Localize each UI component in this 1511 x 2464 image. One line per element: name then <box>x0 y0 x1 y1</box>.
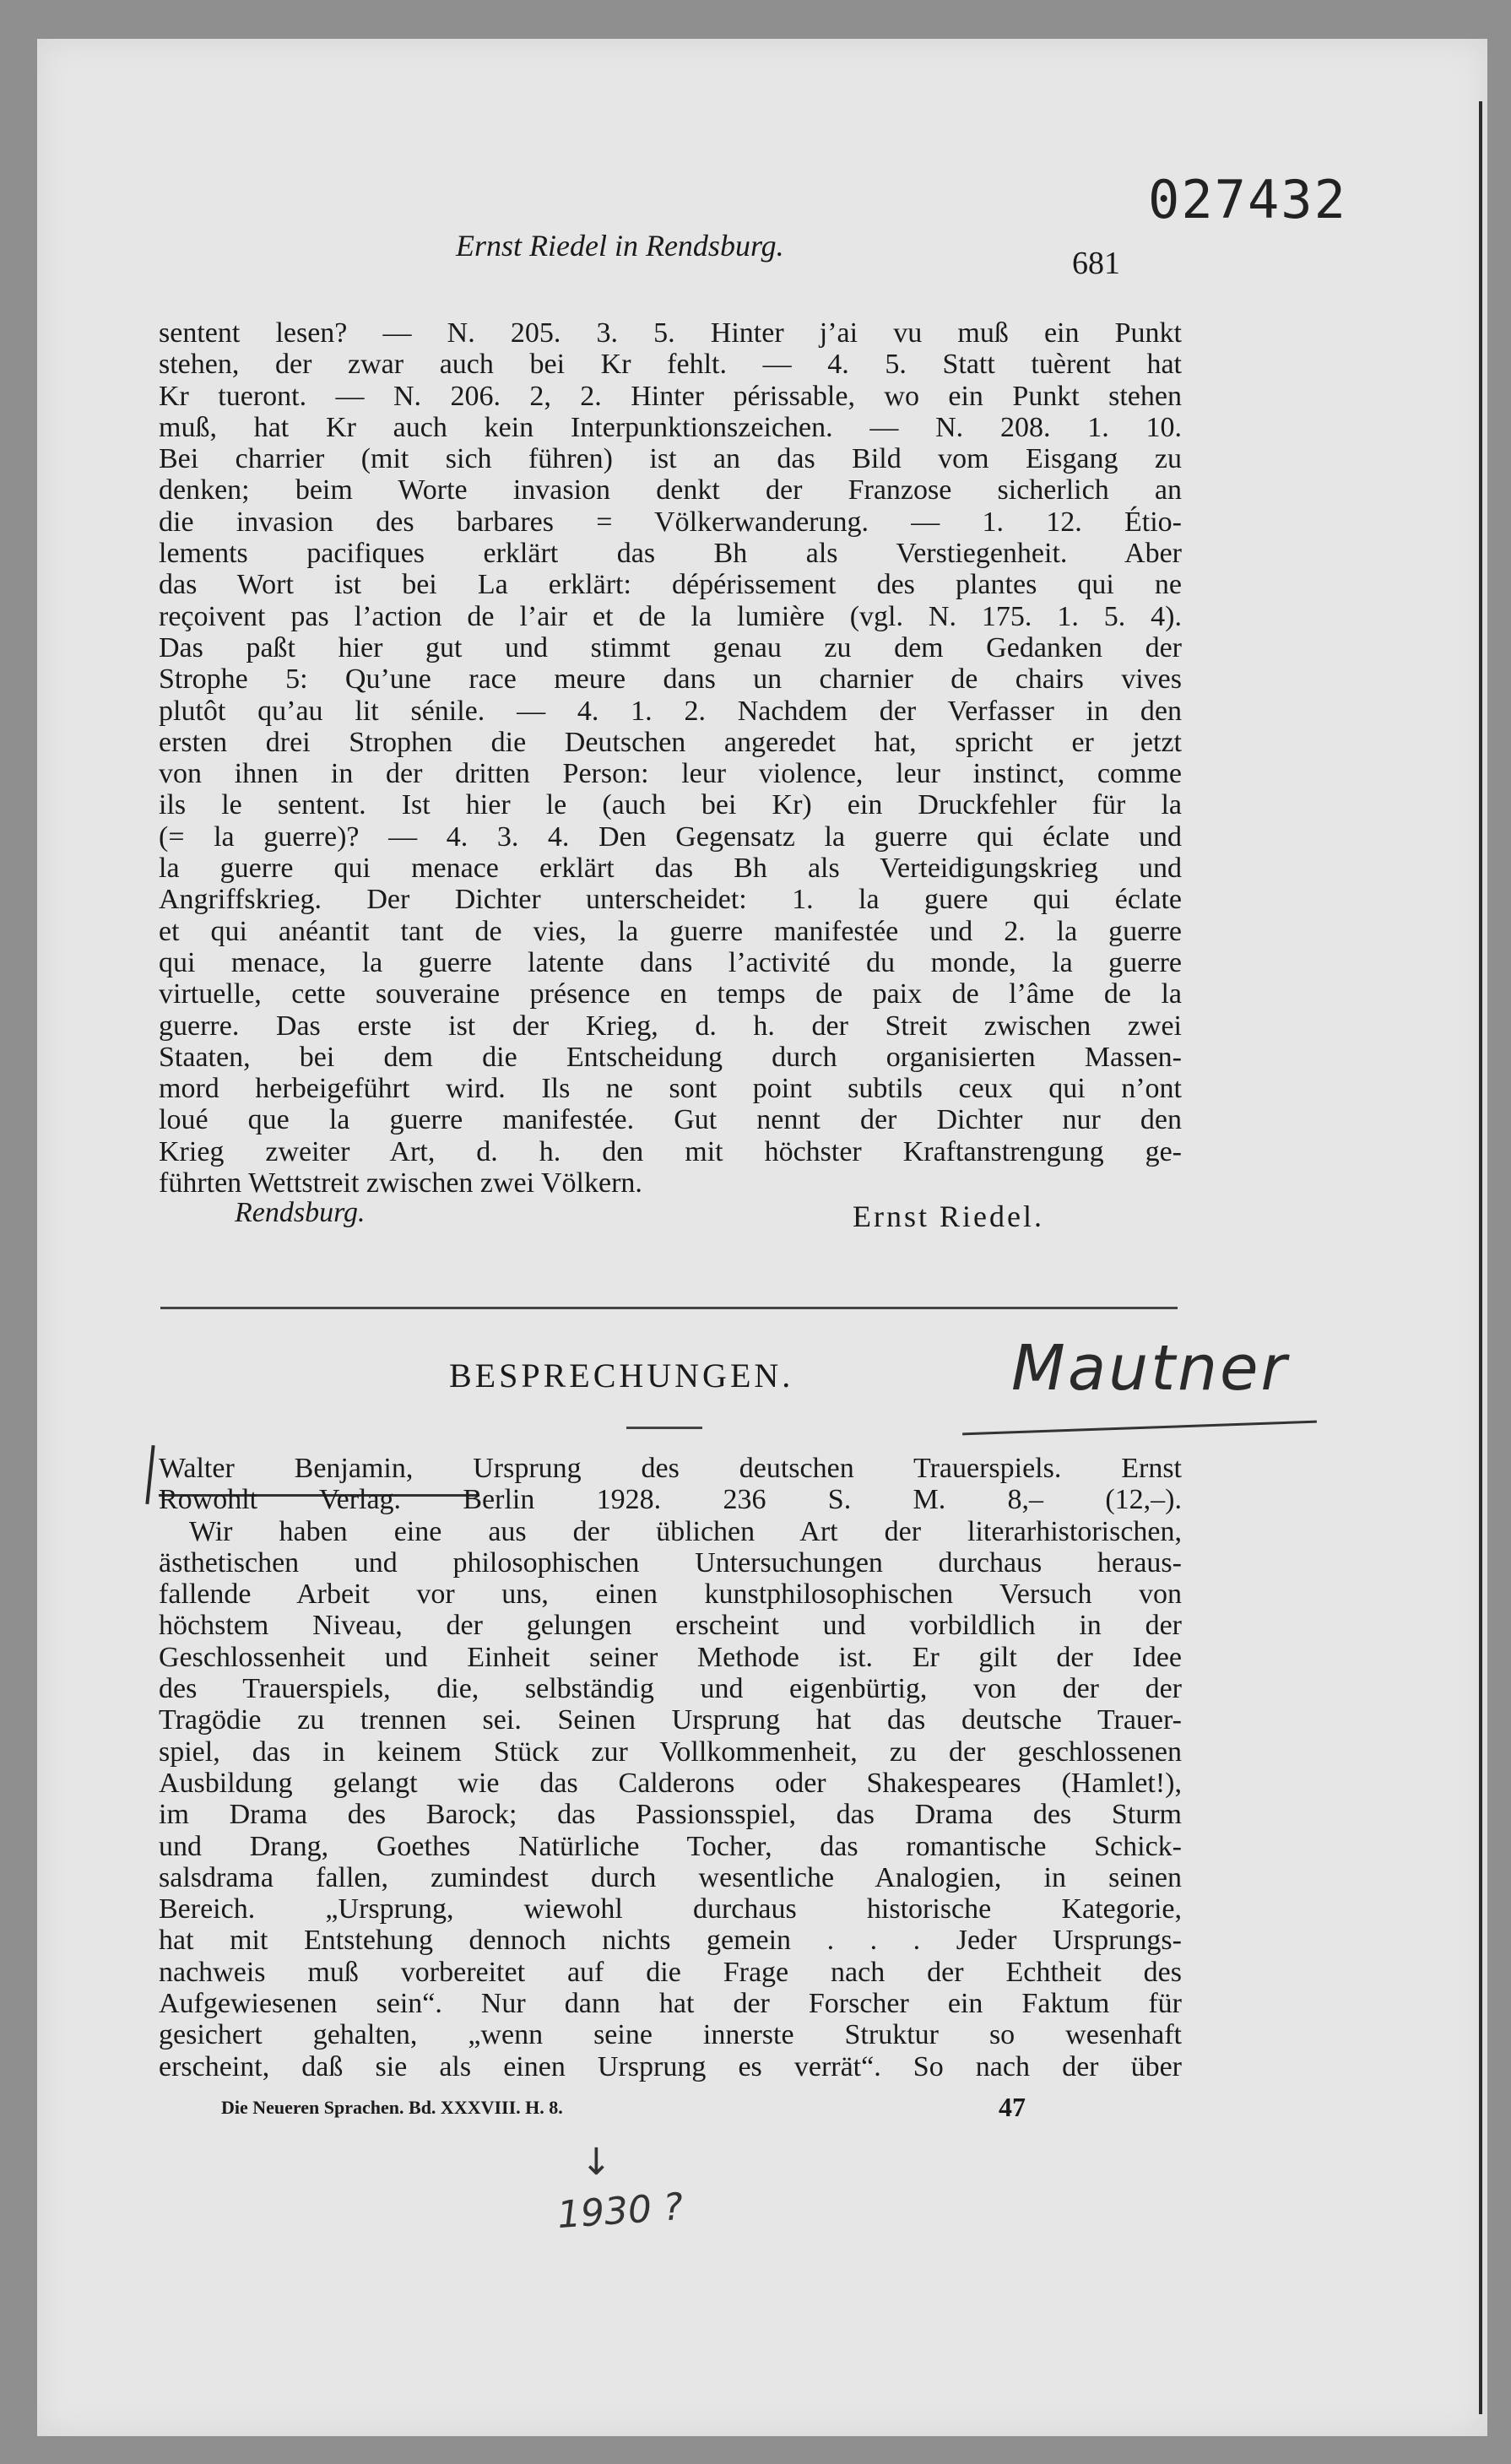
text-line: Aufgewiesenen sein“. Nur dann hat der Forscher ein Faktum für <box>159 1988 1182 2020</box>
text-line: das Wort ist bei La erklärt: dépérissement des plantes qui ne <box>159 569 1182 601</box>
text-line: des Trauerspiels, die, selbständig und eigenbürtig, von der der <box>159 1673 1182 1705</box>
text-line: im Drama des Barock; das Passionsspiel, das Drama des Sturm <box>159 1799 1182 1831</box>
text-line: Staaten, bei dem die Entscheidung durch organisierten Massen- <box>159 1041 1182 1073</box>
text-line: Angriffskrieg. Der Dichter unterscheidet: 1. la guere qui éclate <box>159 884 1182 916</box>
review-body <box>159 1453 1182 2082</box>
handwritten-year: 1930 ? <box>555 2185 685 2238</box>
text-line: loué que la guerre manifestée. Gut nennt der Dichter nur den <box>159 1104 1182 1136</box>
text-line: lements pacifiques erklärt das Bh als Verstiegenheit. Aber <box>159 538 1182 570</box>
text-line: Krieg zweiter Art, d. h. den mit höchster Kraftanstrengung ge- <box>159 1135 1182 1167</box>
text-line: Wir haben eine aus der üblichen Art der literarhistorischen, <box>189 1515 1182 1547</box>
text-line: von ihnen in der dritten Person: leur violence, leur instinct, comme <box>159 758 1182 790</box>
signature-place: Rendsburg. <box>235 1197 366 1228</box>
section-divider <box>160 1307 1178 1309</box>
text-line: plutôt qu’au lit sénile. — 4. 1. 2. Nachdem der Verfasser in den <box>159 695 1182 727</box>
text-line: gesichert gehalten, „wenn seine innerste Struktur so wesenhaft <box>159 2019 1182 2051</box>
signature-author: Ernst Riedel. <box>853 1200 1044 1233</box>
text-line: guerre. Das erste ist der Krieg, d. h. der Streit zwischen zwei <box>159 1010 1182 1042</box>
text-line: reçoivent pas l’action de l’air et de la lumière (vgl. N. 175. 1. 5. 4). <box>159 600 1182 632</box>
text-line: erscheint, daß sie als einen Ursprung es verrät“. So nach der über <box>159 2050 1182 2082</box>
text-line: denken; beim Worte invasion denkt der Franzose sicherlich an <box>159 474 1182 506</box>
footer-journal: Die Neueren Sprachen. Bd. XXXVIII. H. 8. <box>221 2097 563 2118</box>
footer-page-number: 47 <box>999 2092 1026 2122</box>
text-line: Das paßt hier gut und stimmt genau zu dem Gedanken der <box>159 631 1182 663</box>
text-line: Bei charrier (mit sich führen) ist an das Bild vom Eisgang zu <box>159 443 1182 475</box>
text-line: Ausbildung gelangt wie das Calderons oder Shakespeares (Hamlet!), <box>159 1767 1182 1799</box>
review-citation-line: Rowohlt Verlag. Berlin 1928. 236 S. M. 8,– (12,–). <box>159 1484 1182 1516</box>
text-line: führten Wettstreit zwischen zwei Völkern. <box>159 1167 642 1200</box>
running-head: Ernst Riedel in Rendsburg. <box>456 229 784 263</box>
text-line: Tragödie zu trennen sei. Seinen Ursprung hat das deutsche Trauer- <box>159 1704 1182 1736</box>
handwritten-arrow: ↓ <box>581 2141 612 2184</box>
text-line: fallende Arbeit vor uns, einen kunstphilosophischen Versuch von <box>159 1579 1182 1611</box>
text-line: hat mit Entstehung dennoch nichts gemein . . . Jeder Ursprungs- <box>159 1925 1182 1957</box>
text-line: die invasion des barbares = Völkerwanderung. — 1. 12. Étio- <box>159 506 1182 538</box>
handwritten-annotation: Mautner <box>1011 1332 1289 1405</box>
page-number-top: 681 <box>1072 246 1120 281</box>
text-line: nachweis muß vorbereitet auf die Frage nach der Echtheit des <box>159 1956 1182 1988</box>
review-citation-line: Walter Benjamin, Ursprung des deutschen Trauerspiels. Ernst <box>159 1453 1182 1484</box>
article-body <box>159 317 1182 1199</box>
text-line: ersten drei Strophen die Deutschen angeredet hat, spricht er jetzt <box>159 726 1182 758</box>
text-line: spiel, das in keinem Stück zur Vollkommenheit, zu der geschlossenen <box>159 1736 1182 1768</box>
text-line: mord herbeigeführt wird. Ils ne sont point subtils ceux qui n’ont <box>159 1073 1182 1105</box>
text-line: virtuelle, cette souveraine présence en temps de paix de l’âme de la <box>159 978 1182 1010</box>
text-line: qui menace, la guerre latente dans l’activité du monde, la guerre <box>159 946 1182 978</box>
text-line: Geschlossenheit und Einheit seiner Methode ist. Er gilt der Idee <box>159 1641 1182 1673</box>
text-line: ästhetischen und philosophischen Untersuchungen durchaus heraus- <box>159 1546 1182 1579</box>
text-line: Bereich. „Ursprung, wiewohl durchaus historische Kategorie, <box>159 1893 1182 1925</box>
text-line: la guerre qui menace erklärt das Bh als Verteidigungskrieg und <box>159 853 1182 885</box>
text-line: höchstem Niveau, der gelungen erscheint und vorbildlich in der <box>159 1610 1182 1642</box>
archive-number: 027432 <box>1148 169 1347 230</box>
text-line: sentent lesen? — N. 205. 3. 5. Hinter j’ai vu muß ein Punkt <box>159 317 1182 349</box>
text-line: stehen, der zwar auch bei Kr fehlt. — 4. 5. Statt tuèrent hat <box>159 349 1182 381</box>
text-line: muß, hat Kr auch kein Interpunktionszeichen. — N. 208. 1. 10. <box>159 411 1182 443</box>
text-line: salsdrama fallen, zumindest durch wesentliche Analogien, in seinen <box>159 1861 1182 1893</box>
page-edge-shadow <box>1479 101 1482 2414</box>
title-underline <box>626 1427 702 1429</box>
text-line: et qui anéantit tant de vies, la guerre manifestée und 2. la guerre <box>159 915 1182 947</box>
text-line: ils le sentent. Ist hier le (auch bei Kr) ein Druckfehler für la <box>159 789 1182 821</box>
text-line: Strophe 5: Qu’une race meure dans un charnier de chairs vives <box>159 663 1182 696</box>
text-line: Kr tueront. — N. 206. 2, 2. Hinter périssable, wo ein Punkt stehen <box>159 380 1182 412</box>
text-line: und Drang, Goethes Natürliche Tocher, das romantische Schick- <box>159 1830 1182 1862</box>
section-title: BESPRECHUNGEN. <box>449 1357 794 1394</box>
text-line: (= la guerre)? — 4. 3. 4. Den Gegensatz la guerre qui éclate und <box>159 820 1182 853</box>
